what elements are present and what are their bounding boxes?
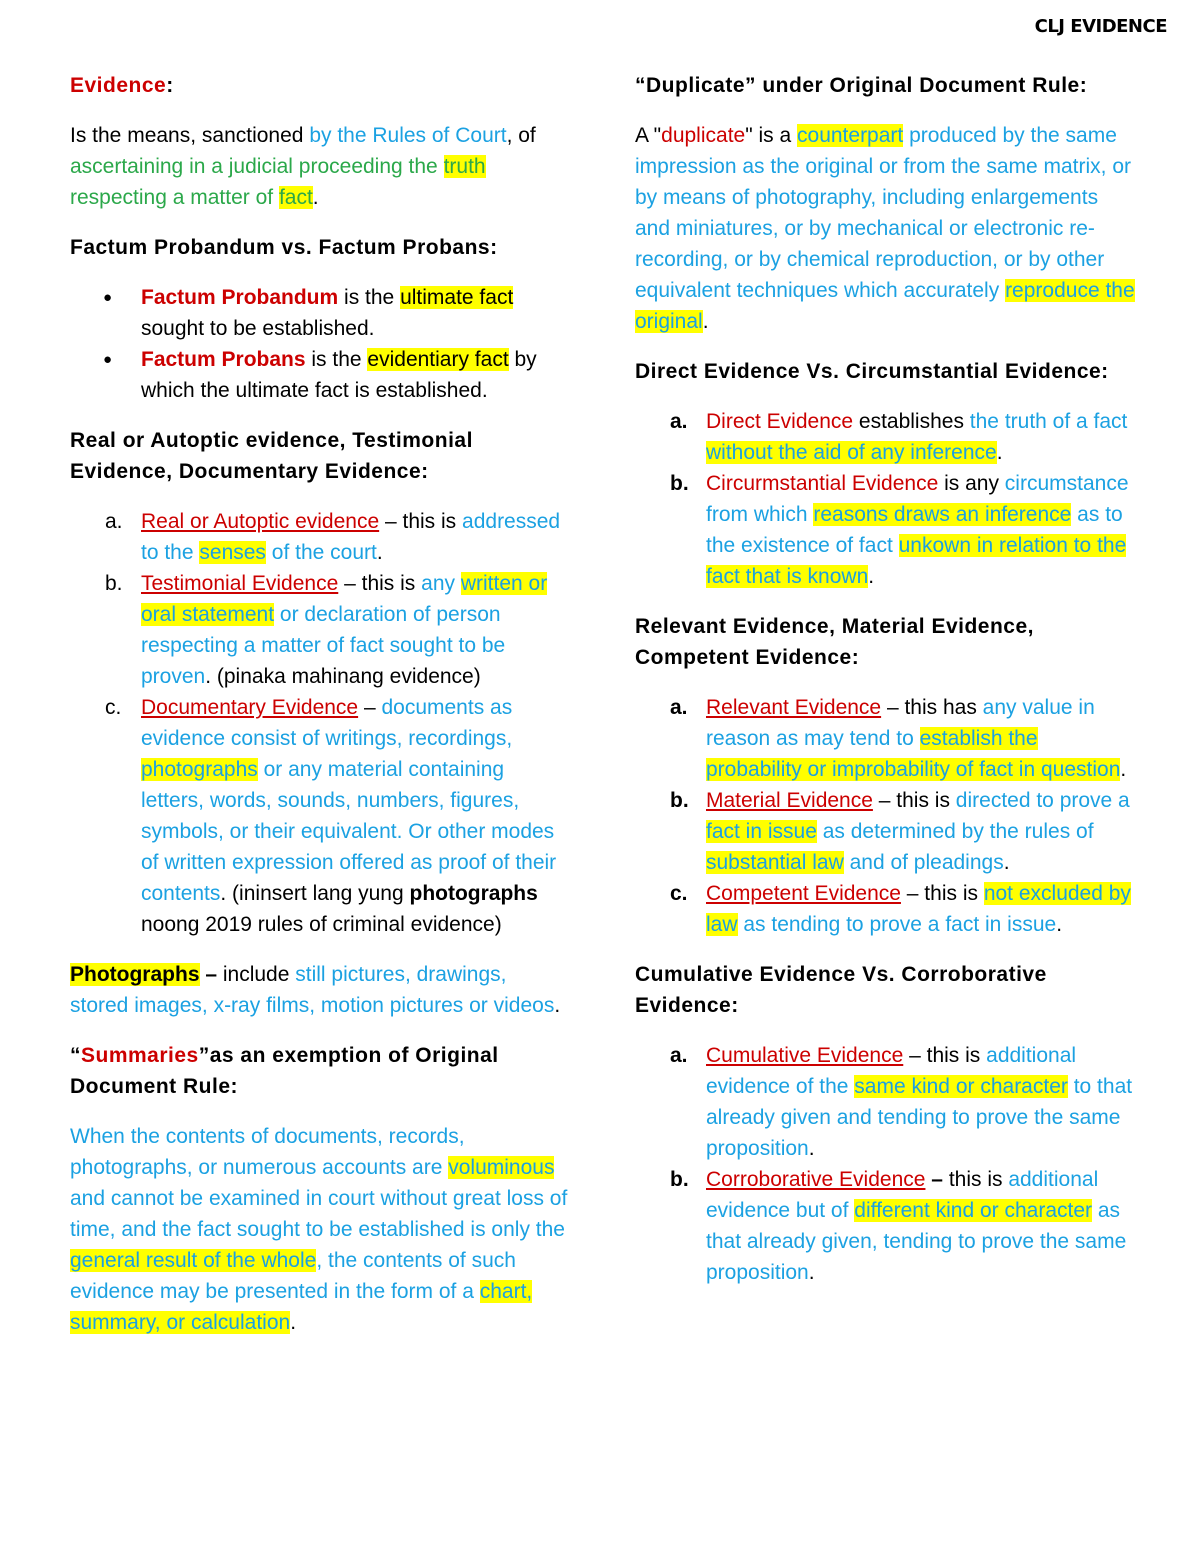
direct-circumstantial-heading: Direct Evidence Vs. Circumstantial Evidence:	[635, 360, 1109, 383]
photographs-paragraph: Photographs – include still pictures, drawings, stored images, x-ray films, motion pictures or videos.	[70, 963, 561, 1017]
list-item: a. Cumulative Evidence – this is additional evidence of the same kind or character to that already given and tending to prove the same proposition.	[670, 1044, 1133, 1160]
summaries-paragraph: When the contents of documents, records, photographs, or numerous accounts are voluminous and cannot be examined in court without great loss of time, and the fact sought to be established is only the general result of the whole, the contents of such evidence may be presented in the form of a chart, summary, or calculation.	[70, 1125, 568, 1334]
list-item: b. Corroborative Evidence – this is additional evidence but of different kind or character as that already given, tending to prove the same proposition.	[670, 1168, 1127, 1284]
list-item: c. Competent Evidence – this is not excluded by law as tending to prove a fact in issue.	[670, 882, 1131, 936]
list-item: b. Testimonial Evidence – this is any written or oral statement or declaration of person respecting a matter of fact sought to be proven. (pinaka mahinang evidence)	[105, 572, 548, 688]
real-testimonial-documentary-heading: Real or Autoptic evidence, Testimonial Evidence, Documentary Evidence:	[70, 429, 473, 483]
list-item: a. Real or Autoptic evidence – this is addressed to the senses of the court.	[105, 510, 561, 564]
relevant-material-competent-list	[635, 692, 1135, 940]
right-column	[635, 70, 1135, 1307]
list-item: b. Material Evidence – this is directed to prove a fact in issue as determined by the rules of substantial law and of pleadings.	[670, 789, 1130, 874]
evidence-heading: Evidence:	[70, 74, 174, 97]
factum-list	[70, 282, 570, 406]
evidence-definition: Is the means, sanctioned by the Rules of Court, of ascertaining in a judicial proceeding the truth respecting a matter of fact.	[70, 124, 536, 209]
duplicate-heading: “Duplicate” under Original Document Rule:	[635, 74, 1088, 97]
list-item: b. Circurmstantial Evidence is any circumstance from which reasons draws an inference as to the existence of fact unkown in relation to the fact that is known.	[670, 472, 1129, 588]
document-header-title: CLJ EVIDENCE	[1034, 16, 1167, 37]
list-item: a. Relevant Evidence – this has any value in reason as may tend to establish the probability or improbability of fact in question.	[670, 696, 1127, 781]
relevant-material-competent-heading: Relevant Evidence, Material Evidence, Competent Evidence:	[635, 615, 1035, 669]
factum-heading: Factum Probandum vs. Factum Probans:	[70, 236, 498, 259]
list-item: ● Factum Probans is the evidentiary fact by which the ultimate fact is established.	[141, 344, 570, 406]
cumulative-corroborative-list	[635, 1040, 1135, 1288]
evidence-title: Evidence	[70, 74, 167, 97]
cumulative-corroborative-heading: Cumulative Evidence Vs. Corroborative Evidence:	[635, 963, 1047, 1017]
duplicate-paragraph: A "duplicate" is a counterpart produced by the same impression as the original or from the same matrix, or by means of photography, including enlargements and miniatures, or by mechanical or electronic re-recording, or by chemical reproduction, or by other equivalent techniques which accurately reproduce the original.	[635, 124, 1135, 333]
direct-circumstantial-list	[635, 406, 1135, 592]
list-item: ● Factum Probandum is the ultimate fact sought to be established.	[141, 282, 570, 344]
evidence-types-list	[70, 506, 570, 940]
left-column	[70, 70, 570, 1357]
list-item: a. Direct Evidence establishes the truth of a fact without the aid of any inference.	[670, 410, 1128, 464]
summaries-heading: “Summaries”as an exemption of Original Document Rule:	[70, 1044, 499, 1098]
list-item: c. Documentary Evidence – documents as evidence consist of writings, recordings, photographs or any material containing letters, words, sounds, numbers, figures, symbols, or their equivalent. Or other modes of written expression offered as proof of their contents. (ininsert lang yung photographs noong 2019 rules of criminal evidence)	[105, 696, 557, 936]
